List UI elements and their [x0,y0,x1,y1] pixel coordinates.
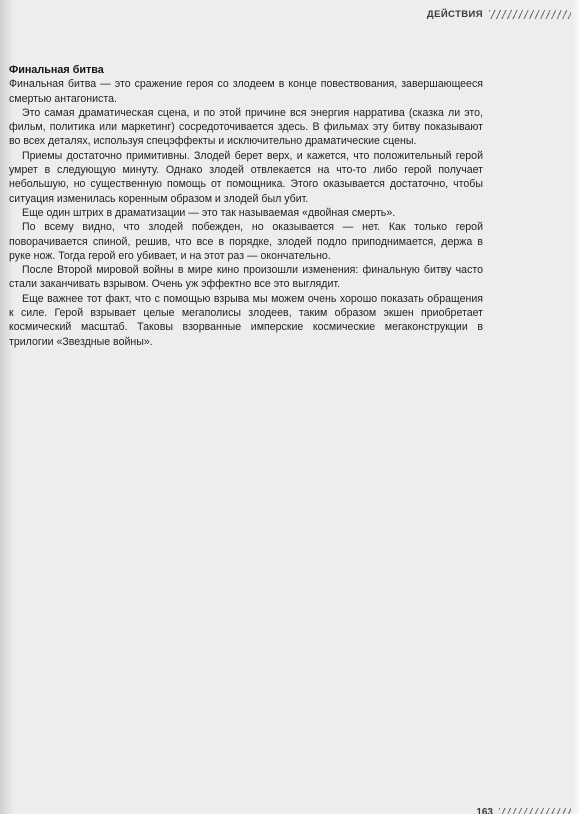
paragraph: После Второй мировой войны в мире кино произошли изменения: финальную битву часто стали заканчивать взрывом. Очень уж эффектно все это выглядит. [9,264,483,291]
page-edge [573,0,581,814]
running-head [427,7,571,21]
page-footer [476,806,571,814]
paragraph: Еще важнее тот факт, что с помощью взрыва мы можем очень хорошо показать обращения к силе. Герой взрывает целые мегаполисы злодеев, таким образом экшен приобретает космический масштаб. Таковы взорванные имперские космические мегаконструкции в трилогии «Звездные войны». [9,292,483,348]
running-head-hatch-decoration [489,10,571,19]
section-title: Финальная битва [9,64,104,76]
paragraph: По всему видно, что злодей побежден, но оказывается — нет. Как только герой поворачивается спиной, решив, что все в порядке, злодей подло приподнимается, держа в руке нож. Тогда герой его убивает, и на этот раз — окончательно. [9,221,483,262]
paragraph: Приемы достаточно примитивны. Злодей берет верх, и кажется, что положительный герой умрет в следующую минуту. Однако злодей отвлекается на что-то либо герой получает небольшую, но существенную помощь от помощника. Этого оказывается достаточно, чтобы ситуация изменилась коренным образом и злодей был убит. [9,149,483,205]
running-head-title: ДЕЙСТВИЯ [426,8,483,20]
body-text [9,63,483,349]
paragraph: Это самая драматическая сцена, и по этой причине вся энергия нарратива (сказка ли это, фильм, политика или маркетинг) сосредоточивается здесь. В фильмах эту битву показывают во всех деталях, используя спецэффекты и исключительно драматические сцены. [9,106,483,148]
paragraph: Еще один штрих в драматизации — это так называемая «двойная смерть». [22,206,396,219]
footer-hatch-decoration [499,808,571,814]
page-number: 163 [476,806,493,814]
paragraph: Финальная битва — это сражение героя со злодеем в конце повествования, завершающееся смертью антагониста. [9,78,483,105]
